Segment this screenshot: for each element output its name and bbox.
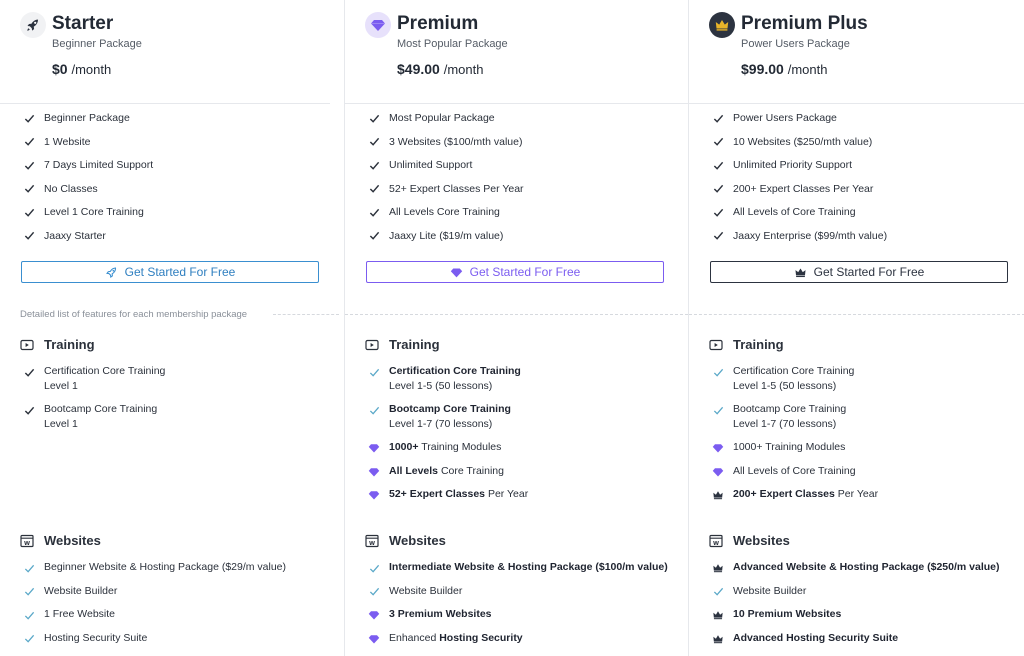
check-icon xyxy=(367,182,381,196)
feature-label: 1 Website xyxy=(44,135,91,148)
check-icon xyxy=(711,205,725,219)
item-label: Core Training xyxy=(438,464,504,477)
list-item xyxy=(709,584,806,599)
list-item xyxy=(365,440,501,455)
list-item xyxy=(365,487,528,502)
plan-column-premium xyxy=(344,0,687,656)
list-item xyxy=(365,464,504,479)
feature-label: 10 Websites ($250/mth value) xyxy=(733,135,873,148)
item-label: Certification Core Training xyxy=(733,365,855,377)
feature-item xyxy=(709,181,1010,205)
feature-item xyxy=(20,204,329,228)
feature-label: 200+ Expert Classes Per Year xyxy=(733,182,874,195)
check-icon xyxy=(711,111,725,125)
item-label: Bootcamp Core Training xyxy=(733,403,847,415)
plan-header xyxy=(709,10,1010,102)
list-item xyxy=(709,487,878,502)
item-sublabel: Level 1 xyxy=(44,380,78,392)
crown-icon xyxy=(794,265,808,279)
feature-item xyxy=(20,157,329,181)
plan-header xyxy=(20,10,329,102)
svg-text:W: W xyxy=(23,541,31,547)
price-amount: $99.00 xyxy=(741,61,784,77)
list-item xyxy=(365,402,511,432)
plan-name: Premium xyxy=(397,13,479,34)
check-icon xyxy=(711,135,725,149)
feature-label: Level 1 Core Training xyxy=(44,206,144,218)
list-item xyxy=(709,560,999,575)
plan-subtitle: Power Users Package xyxy=(741,38,850,50)
item-label-bold: All Levels xyxy=(389,464,439,477)
diamond-icon xyxy=(367,488,381,502)
item-label-bold: Certification Core Training xyxy=(389,365,521,377)
divider xyxy=(0,103,330,104)
feature-label: 52+ Expert Classes Per Year xyxy=(389,182,524,195)
feature-label: Unlimited Support xyxy=(389,159,473,171)
check-icon xyxy=(711,158,725,172)
plan-price xyxy=(741,61,827,77)
list-item xyxy=(709,607,841,622)
price-amount: $0 xyxy=(52,61,68,77)
item-label-bold: 1000+ xyxy=(389,441,419,453)
check-teal-icon xyxy=(22,561,36,575)
section-title-training xyxy=(709,337,784,352)
item-sublabel: Level 1-7 (70 lessons) xyxy=(389,418,493,430)
feature-item xyxy=(365,204,673,228)
list-item xyxy=(20,402,157,432)
detail-note: Detailed list of features for each membership package xyxy=(20,309,248,320)
crown-icon xyxy=(711,561,725,575)
get-started-button-premium[interactable] xyxy=(366,261,664,283)
list-item xyxy=(709,364,854,394)
feature-label: Jaaxy Enterprise ($99/mth value) xyxy=(733,229,888,242)
feature-item xyxy=(20,228,329,252)
section-label: Training xyxy=(733,337,784,352)
feature-item xyxy=(20,181,329,205)
list-item xyxy=(365,560,668,575)
feature-list xyxy=(365,110,673,251)
feature-label: Jaaxy Lite ($19/m value) xyxy=(389,229,504,242)
cta-label: Get Started For Free xyxy=(124,265,236,279)
price-period: /month xyxy=(71,62,112,77)
list-item xyxy=(365,584,462,599)
plan-name: Premium Plus xyxy=(741,13,868,34)
divider xyxy=(345,103,688,104)
feature-item xyxy=(709,228,1010,252)
item-label-bold: 3 Premium Websites xyxy=(389,608,492,620)
divider xyxy=(689,314,1024,315)
check-icon xyxy=(367,135,381,149)
check-icon xyxy=(367,111,381,125)
item-label: Beginner Website & Hosting Package ($29/m value) xyxy=(44,561,287,573)
feature-label: Beginner Package xyxy=(44,112,130,124)
list-item xyxy=(709,464,856,479)
item-label-bold: 200+ Expert Classes xyxy=(733,488,835,500)
item-label-bold: Advanced Hosting Security Suite xyxy=(733,631,899,644)
diamond-icon xyxy=(711,465,725,479)
list-item xyxy=(20,364,165,394)
item-label: Training Modules xyxy=(418,441,502,453)
feature-label: All Levels of Core Training xyxy=(733,206,856,218)
feature-label: No Classes xyxy=(44,182,98,195)
check-teal-icon xyxy=(22,632,36,646)
section-title-training xyxy=(20,337,95,352)
feature-item xyxy=(20,134,329,158)
feature-list xyxy=(20,110,329,251)
item-label-bold: Hosting Security xyxy=(439,631,523,644)
check-teal-icon xyxy=(367,585,381,599)
diamond-icon xyxy=(450,265,464,279)
diamond-icon xyxy=(711,441,725,455)
check-icon xyxy=(22,158,36,172)
check-icon xyxy=(22,205,36,219)
diamond-icon xyxy=(367,465,381,479)
list-item xyxy=(709,440,845,455)
item-label: 1 Free Website xyxy=(44,608,116,620)
diamond-icon xyxy=(367,632,381,646)
check-teal-icon xyxy=(22,608,36,622)
check-teal-icon xyxy=(711,585,725,599)
feature-label: Power Users Package xyxy=(733,112,837,124)
get-started-button-starter[interactable] xyxy=(21,261,319,283)
check-icon xyxy=(22,111,36,125)
video-icon xyxy=(709,338,723,352)
plan-subtitle: Most Popular Package xyxy=(397,38,508,50)
check-teal-icon xyxy=(22,585,36,599)
crown-icon xyxy=(711,608,725,622)
item-label: Website Builder xyxy=(44,584,118,597)
plan-subtitle: Beginner Package xyxy=(52,38,142,50)
rocket-icon xyxy=(105,265,119,279)
feature-label: All Levels Core Training xyxy=(389,206,500,218)
website-icon xyxy=(20,534,34,548)
item-sublabel: Level 1-7 (70 lessons) xyxy=(733,418,837,430)
price-period: /month xyxy=(787,62,828,77)
item-label: All Levels of Core Training xyxy=(733,464,856,477)
list-item xyxy=(20,560,286,575)
list-item xyxy=(709,631,898,646)
list-item xyxy=(365,607,492,622)
check-icon xyxy=(367,205,381,219)
section-title-websites xyxy=(365,533,446,548)
crown-icon xyxy=(711,488,725,502)
check-icon xyxy=(711,229,725,243)
crown-icon xyxy=(709,12,735,38)
website-icon xyxy=(365,534,379,548)
feature-label: Jaaxy Starter xyxy=(44,229,106,242)
item-label: Enhanced xyxy=(389,631,440,644)
section-label: Training xyxy=(389,337,440,352)
item-sublabel: Level 1 xyxy=(44,418,78,430)
diamond-icon xyxy=(365,12,391,38)
feature-item xyxy=(709,110,1010,134)
item-label-bold: Advanced Website & Hosting Package ($250/m value) xyxy=(733,561,1000,573)
list-item xyxy=(365,364,521,394)
cta-label: Get Started For Free xyxy=(469,265,581,279)
feature-label: 3 Websites ($100/mth value) xyxy=(389,135,523,148)
section-label: Websites xyxy=(733,533,790,548)
item-label: Website Builder xyxy=(733,584,807,597)
check-icon xyxy=(22,229,36,243)
list-item xyxy=(20,584,117,599)
list-item xyxy=(20,631,147,646)
plan-price xyxy=(52,61,111,77)
check-icon xyxy=(22,365,36,379)
item-sublabel: Level 1-5 (50 lessons) xyxy=(389,380,493,392)
feature-item xyxy=(709,157,1010,181)
check-teal-icon xyxy=(367,403,381,417)
check-icon xyxy=(22,403,36,417)
video-icon xyxy=(20,338,34,352)
check-icon xyxy=(22,135,36,149)
plan-price xyxy=(397,61,483,77)
section-label: Websites xyxy=(44,533,101,548)
check-icon xyxy=(22,182,36,196)
check-teal-icon xyxy=(367,561,381,575)
check-teal-icon xyxy=(711,403,725,417)
list-item xyxy=(20,607,115,622)
section-title-websites xyxy=(20,533,101,548)
section-label: Websites xyxy=(389,533,446,548)
item-label: Website Builder xyxy=(389,584,463,597)
item-label: Per Year xyxy=(834,488,879,500)
svg-text:W: W xyxy=(712,541,720,547)
website-icon xyxy=(709,534,723,548)
item-label-bold: Intermediate Website & Hosting Package ($100/m value) xyxy=(389,561,668,573)
feature-item xyxy=(20,110,329,134)
check-teal-icon xyxy=(367,365,381,379)
diamond-icon xyxy=(367,441,381,455)
cta-label: Get Started For Free xyxy=(813,265,925,279)
divider xyxy=(345,314,688,315)
feature-item xyxy=(365,110,673,134)
check-icon xyxy=(367,229,381,243)
feature-label: Unlimited Priority Support xyxy=(733,159,853,171)
item-label: 1000+ Training Modules xyxy=(733,441,846,453)
item-label-bold: Bootcamp Core Training xyxy=(389,403,511,415)
feature-label: 7 Days Limited Support xyxy=(44,159,154,171)
get-started-button-premium-plus[interactable] xyxy=(710,261,1008,283)
plan-column-premium-plus xyxy=(688,0,1024,656)
check-icon xyxy=(711,182,725,196)
check-teal-icon xyxy=(711,365,725,379)
item-label-bold: 52+ Expert Classes xyxy=(389,488,486,500)
item-label: Per Year xyxy=(485,488,529,500)
list-item xyxy=(365,631,523,646)
svg-text:W: W xyxy=(368,541,376,547)
item-label: Bootcamp Core Training xyxy=(44,403,158,415)
section-label: Training xyxy=(44,337,95,352)
section-title-websites xyxy=(709,533,790,548)
item-sublabel: Level 1-5 (50 lessons) xyxy=(733,380,837,392)
feature-label: Most Popular Package xyxy=(389,112,495,124)
price-period: /month xyxy=(443,62,484,77)
plan-name: Starter xyxy=(52,13,114,34)
divider xyxy=(689,103,1024,104)
list-item xyxy=(709,402,846,432)
feature-item xyxy=(365,228,673,252)
divider xyxy=(273,314,339,315)
feature-item xyxy=(365,134,673,158)
item-label-bold: 10 Premium Websites xyxy=(733,608,842,620)
rocket-icon xyxy=(20,12,46,38)
feature-list xyxy=(709,110,1010,251)
price-amount: $49.00 xyxy=(397,61,440,77)
crown-icon xyxy=(711,632,725,646)
section-title-training xyxy=(365,337,440,352)
check-icon xyxy=(367,158,381,172)
item-label: Certification Core Training xyxy=(44,365,166,377)
video-icon xyxy=(365,338,379,352)
feature-item xyxy=(709,134,1010,158)
feature-item xyxy=(365,157,673,181)
plan-column-starter xyxy=(0,0,343,656)
feature-item xyxy=(709,204,1010,228)
item-label: Hosting Security Suite xyxy=(44,631,148,644)
diamond-icon xyxy=(367,608,381,622)
plan-header xyxy=(365,10,673,102)
feature-item xyxy=(365,181,673,205)
